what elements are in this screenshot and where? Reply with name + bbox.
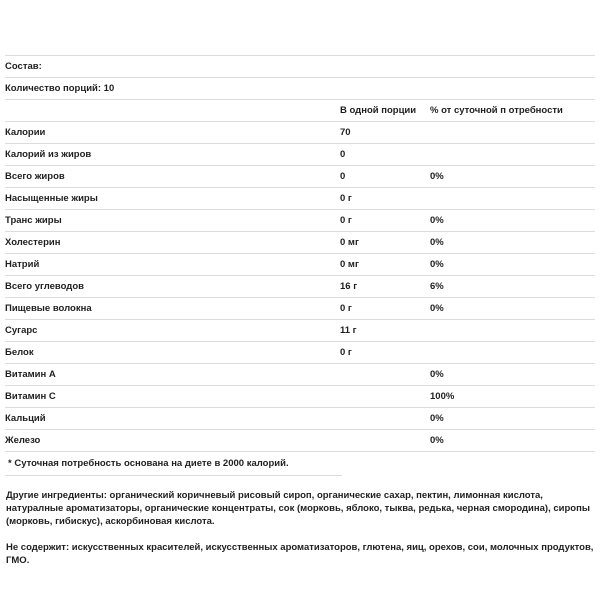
serving-value-cell: 0 [340, 171, 346, 182]
nutrient-label-cell: Натрий [5, 259, 40, 270]
table-row [5, 232, 595, 254]
nutrient-label-cell: Насыщенные жиры [5, 193, 98, 204]
serving-value-cell: 0 г [340, 215, 352, 226]
serving-value-cell [340, 386, 430, 408]
daily-value-cell [430, 342, 595, 364]
allergen-free-text: Не содержит: искусственных красителей, искусственных ароматизаторов, глютена, яиц, орехов, сои, молочных продуктов, ГМО. [6, 542, 594, 566]
table-row [5, 342, 595, 364]
nutrient-label-cell: Сугарс [5, 325, 38, 336]
daily-value-cell: 0% [430, 303, 444, 314]
serving-value-cell: 0 мг [340, 237, 359, 248]
serving-value-cell: 11 г [340, 325, 357, 336]
serving-value-cell: 0 [340, 149, 346, 160]
nutrient-label-cell: Железо [5, 435, 41, 446]
table-row [5, 254, 595, 276]
table-row [5, 386, 595, 408]
serving-value-cell [340, 408, 430, 430]
nutrient-label-cell: Калории [5, 127, 46, 138]
nutrient-label-cell: Белок [5, 347, 34, 358]
table-row-servings [5, 78, 595, 100]
table-row [5, 298, 595, 320]
daily-value-footnote: * Суточная потребность основана на диете в 2000 калорий. [5, 452, 342, 476]
composition-label: Состав: [5, 61, 42, 72]
daily-value-cell: 0% [430, 435, 444, 446]
table-row [5, 188, 595, 210]
nutrient-label-cell: Кальций [5, 413, 46, 424]
other-ingredients-text: Другие ингредиенты: органический коричневый рисовый сироп, органические сахар, пектин, лимонная кислота, натуралные ароматизаторы, органические концентраты, сок (морковь, яблоко, тыква, редька, черная смородина), сиропы (морковь, гибискус), аскорбиновая кислота. [6, 490, 590, 527]
table-row [5, 276, 595, 298]
daily-value-cell: 0% [430, 237, 444, 248]
nutrient-label-cell: Калорий из жиров [5, 149, 92, 160]
serving-value-cell: 16 г [340, 281, 358, 292]
nutrient-label-cell: Всего жиров [5, 171, 65, 182]
servings-count-label: Количество порций: 10 [5, 83, 115, 94]
daily-value-cell: 0% [430, 215, 444, 226]
daily-value-cell: 0% [430, 413, 444, 424]
nutrient-label-cell: Витамин A [5, 369, 56, 380]
serving-value-cell: 0 г [340, 303, 352, 314]
table-row [5, 320, 595, 342]
daily-value-cell: 0% [430, 259, 444, 270]
table-row [5, 166, 595, 188]
table-row [5, 122, 595, 144]
daily-value-cell: 100% [430, 391, 455, 402]
table-row-composition [5, 56, 595, 78]
column-header-daily-value: % от суточной п отребности [430, 105, 563, 116]
table-row [5, 408, 595, 430]
table-header-row [5, 100, 595, 122]
table-row [5, 210, 595, 232]
daily-value-cell [430, 122, 595, 144]
daily-value-cell [430, 320, 595, 342]
serving-value-cell: 0 г [340, 193, 352, 204]
nutrition-facts-panel [5, 55, 595, 567]
daily-value-cell: 0% [430, 171, 444, 182]
daily-value-cell: 6% [430, 281, 444, 292]
nutrient-label-cell: Всего углеводов [5, 281, 84, 292]
nutrient-label-cell: Пищевые волокна [5, 303, 92, 314]
nutrition-table [5, 55, 595, 452]
serving-value-cell: 0 мг [340, 259, 359, 270]
header-empty-cell [5, 100, 340, 122]
daily-value-cell: 0% [430, 369, 444, 380]
nutrient-label-cell: Холестерин [5, 237, 61, 248]
serving-value-cell: 0 г [340, 347, 352, 358]
daily-value-cell [430, 144, 595, 166]
nutrient-label-cell: Транс жиры [5, 215, 62, 226]
serving-value-cell: 70 [340, 127, 351, 138]
serving-value-cell [340, 364, 430, 386]
table-row [5, 144, 595, 166]
table-row [5, 430, 595, 452]
table-row [5, 364, 595, 386]
column-header-per-serving: В одной порции [340, 105, 417, 116]
serving-value-cell [340, 430, 430, 452]
daily-value-cell [430, 188, 595, 210]
nutrient-label-cell: Витамин C [5, 391, 56, 402]
